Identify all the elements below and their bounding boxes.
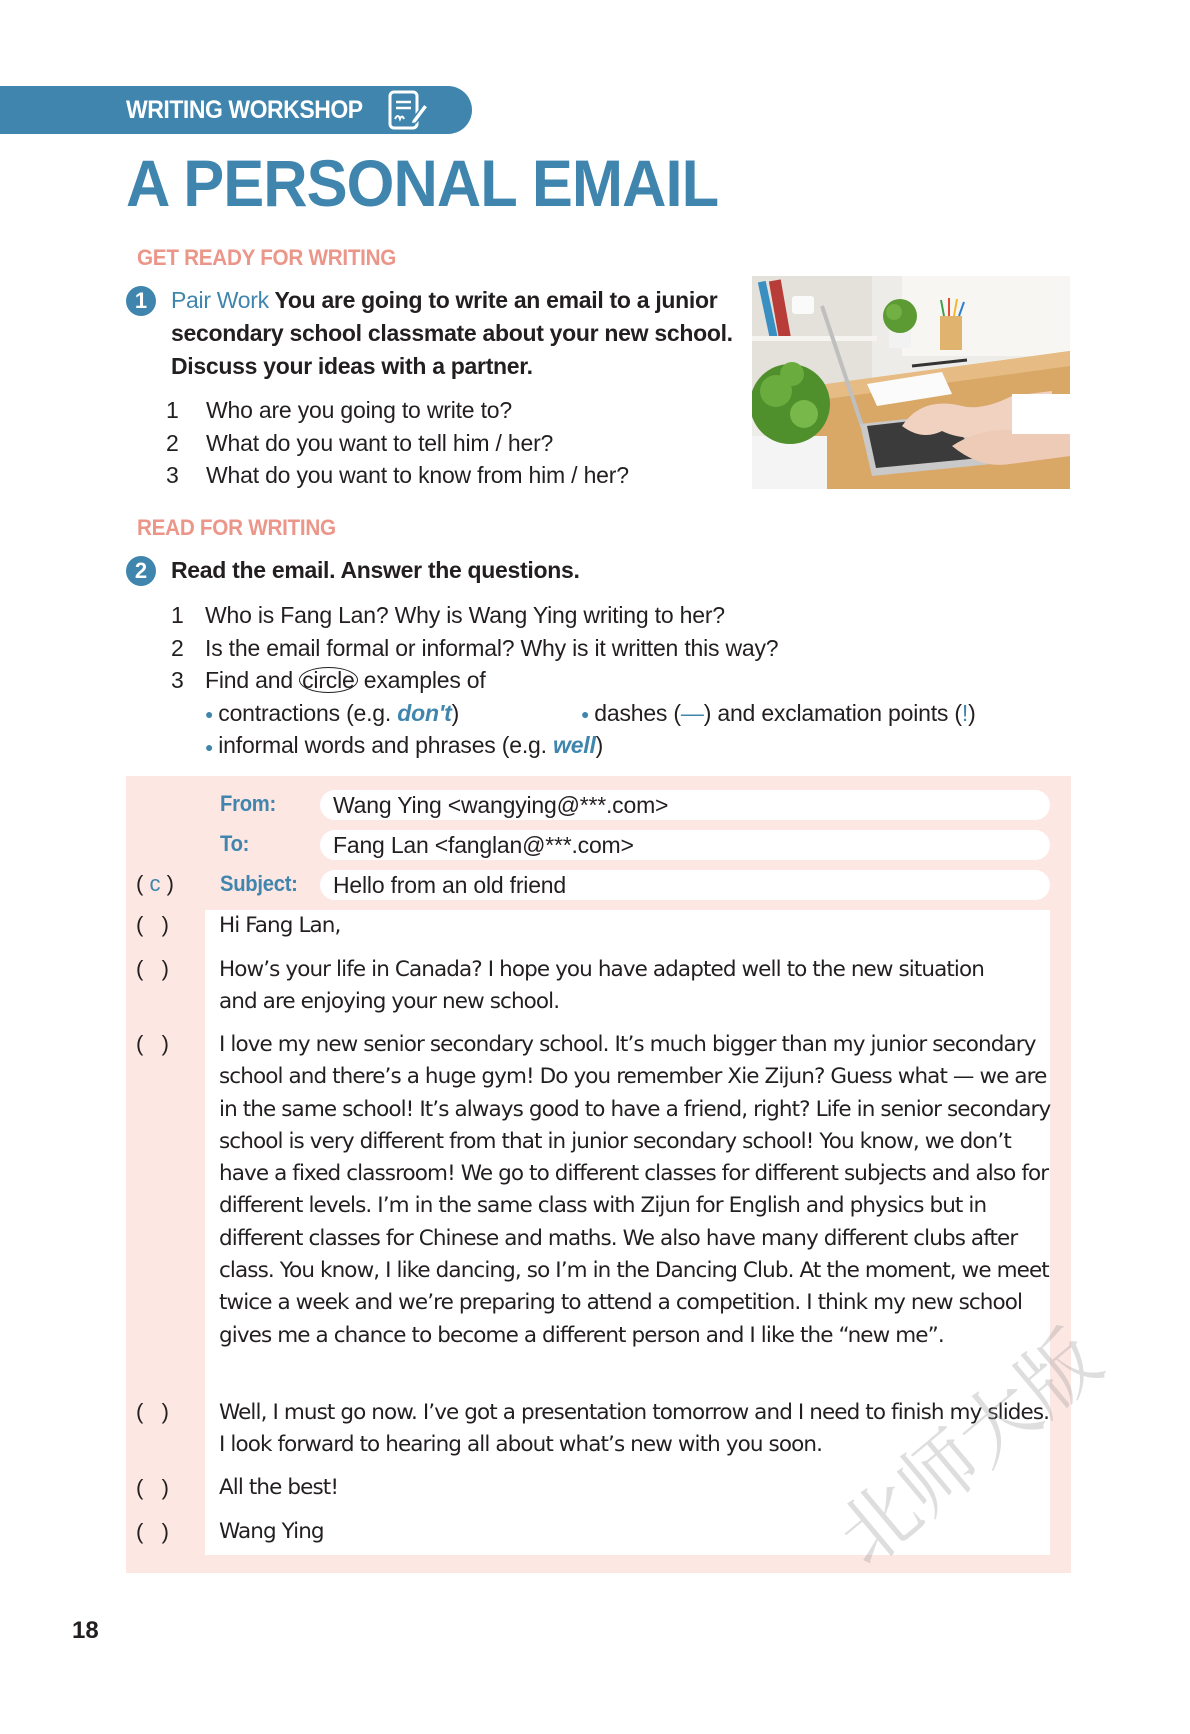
task1-line: Discuss your ideas with a partner. bbox=[171, 353, 533, 379]
example-word: well bbox=[553, 732, 596, 758]
question-text bbox=[205, 664, 486, 697]
from-field: Wang Ying <wangying@***.com> bbox=[320, 790, 1050, 820]
bullet-text: ) bbox=[968, 699, 976, 726]
task1-line: You are going to write an email to a junior bbox=[268, 287, 718, 313]
answer-slot[interactable]: ( ) bbox=[136, 912, 169, 937]
bullet-text: informal words and phrases (e.g. bbox=[218, 732, 553, 758]
question-text: Is the email formal or informal? Why is it written this way? bbox=[205, 634, 779, 661]
task-number-badge: 2 bbox=[126, 556, 156, 586]
list-item bbox=[171, 664, 1031, 697]
answer-slot[interactable]: ( ) bbox=[136, 1031, 169, 1056]
laptop-photo-illustration bbox=[752, 276, 1070, 489]
list-item bbox=[166, 427, 726, 460]
email-paragraph: How’s your life in Canada? I hope you have adapted well to the new situation and are enjoying your new school. bbox=[219, 957, 984, 1015]
answer-letter: c bbox=[149, 871, 161, 896]
bullet-text: ) bbox=[595, 732, 604, 758]
answer-slot[interactable]: ( ) bbox=[136, 1475, 169, 1500]
list-item bbox=[166, 394, 726, 427]
bullet-dashes bbox=[581, 697, 976, 731]
answer-slot[interactable]: ( c ) bbox=[136, 871, 174, 896]
task2-question-list bbox=[171, 599, 1031, 762]
page-title: A PERSONAL EMAIL bbox=[126, 146, 719, 220]
laptop-photo bbox=[752, 276, 1070, 489]
task-number-badge: 1 bbox=[126, 286, 156, 316]
to-field: Fang Lan <fanglan@***.com> bbox=[320, 830, 1050, 860]
question-number: 2 bbox=[171, 634, 184, 661]
list-item bbox=[171, 697, 1031, 730]
email-paragraph: All the best! bbox=[219, 1475, 339, 1500]
email-paragraph: Well, I must go now. I’ve got a presentation tomorrow and I need to finish my slides. I look forward to hearing all about what’s new with you soon. bbox=[219, 1400, 1050, 1458]
dash-symbol: — bbox=[680, 699, 704, 726]
task1-instruction bbox=[171, 284, 733, 383]
circled-word: circle bbox=[299, 667, 357, 693]
question-text: What do you want to tell him / her? bbox=[206, 429, 554, 456]
question-number: 2 bbox=[166, 429, 179, 456]
question-number: 1 bbox=[171, 602, 184, 628]
question-number: 3 bbox=[166, 462, 179, 488]
banner-label: WRITING WORKSHOP bbox=[126, 96, 363, 124]
task2-instruction: Read the email. Answer the questions. bbox=[171, 557, 580, 583]
question-text: What do you want to know from him / her? bbox=[206, 462, 629, 488]
bullet-text: ) and exclamation points ( bbox=[703, 699, 962, 726]
q3-text-after: examples of bbox=[357, 667, 486, 693]
question-text: Who is Fang Lan? Why is Wang Ying writing to her? bbox=[205, 602, 725, 628]
bullet-icon: ● bbox=[581, 706, 590, 723]
bullet-icon: ● bbox=[205, 706, 214, 723]
to-label: To: bbox=[220, 831, 250, 856]
question-number: 3 bbox=[171, 667, 184, 693]
pair-work-label: Pair Work bbox=[171, 287, 269, 313]
section-heading-read-for-writing: READ FOR WRITING bbox=[137, 515, 336, 540]
exclamation-symbol: ! bbox=[961, 699, 969, 726]
bullet-informal bbox=[205, 729, 603, 763]
question-text: Who are you going to write to? bbox=[206, 397, 512, 423]
example-word: don't bbox=[397, 699, 452, 726]
bullet-text: contractions (e.g. bbox=[218, 699, 398, 726]
writing-pad-icon bbox=[386, 89, 430, 133]
email-paragraph: I love my new senior secondary school. It’s much bigger than my junior secondary school and there’s a huge gym! Do you remember Xie Zijun? Guess what — we are in the same school! It’s always good to have a friend, right? Life in senior secondary school is very different from that in junior secondary school! You know, we don’t have a fixed classroom! We go to different classes for different subjects and also for different levels. I’m in the same class with Zijun for English and physics but in different classes for Chinese and maths. We also have many different clubs after class. You know, I like dancing, so I’m in the Dancing Club. At the moment, we meet twice a week and we’re preparing to attend a competition. I think my new school gives me a chance to become a different person and I like the “new me”. bbox=[219, 1032, 1051, 1348]
answer-slot[interactable]: ( ) bbox=[136, 1399, 169, 1424]
answer-slot[interactable]: ( ) bbox=[136, 956, 169, 981]
answer-slot[interactable]: ( ) bbox=[136, 1519, 169, 1544]
bullet-text: dashes ( bbox=[594, 699, 681, 726]
page-number: 18 bbox=[72, 1617, 99, 1644]
subject-field: Hello from an old friend bbox=[320, 870, 1050, 900]
subject-label: Subject: bbox=[220, 871, 298, 896]
list-item bbox=[171, 729, 1031, 762]
bullet-contractions bbox=[205, 697, 459, 731]
bullet-icon: ● bbox=[205, 738, 214, 755]
task1-line: secondary school classmate about your new school. bbox=[171, 320, 733, 346]
watermark: 北师大版 bbox=[821, 1314, 1119, 1584]
task1-question-list bbox=[166, 394, 726, 492]
bullet-text: ) bbox=[451, 699, 460, 726]
question-number: 1 bbox=[166, 397, 179, 423]
from-label: From: bbox=[220, 791, 276, 816]
list-item bbox=[171, 632, 1031, 665]
email-paragraph: Wang Ying bbox=[219, 1519, 324, 1544]
list-item bbox=[171, 599, 1031, 632]
section-heading-get-ready: GET READY FOR WRITING bbox=[137, 245, 397, 270]
email-paragraph: Hi Fang Lan, bbox=[219, 913, 341, 938]
list-item bbox=[166, 459, 726, 492]
q3-text-before: Find and bbox=[205, 667, 300, 693]
